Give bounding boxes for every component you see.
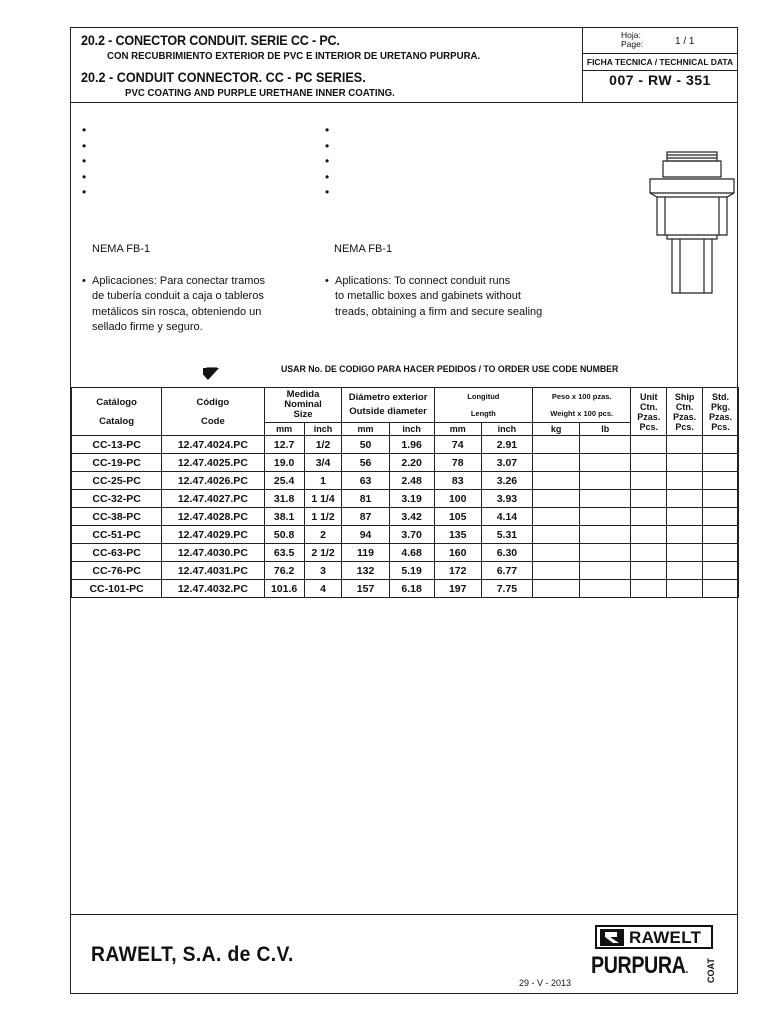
table-cell: [631, 454, 667, 472]
table-cell: 94: [342, 526, 389, 544]
col-length: Longitud Length: [434, 388, 532, 423]
table-cell: [703, 580, 739, 598]
table-cell: 12.47.4031.PC: [162, 562, 264, 580]
table-cell: [580, 454, 631, 472]
app-line: to metallic boxes and gabinets without: [335, 290, 521, 303]
table-cell: [533, 490, 580, 508]
table-cell: 3: [304, 562, 342, 580]
col-code: Código Code: [162, 388, 264, 436]
table-cell: 2.48: [389, 472, 434, 490]
table-cell: 12.47.4025.PC: [162, 454, 264, 472]
unit-mm: mm: [264, 423, 304, 436]
table-cell: [580, 436, 631, 454]
table-cell: 3.42: [389, 508, 434, 526]
col-std-package: Std. Pkg. Pzas. Pcs.: [703, 388, 739, 436]
table-cell: [703, 526, 739, 544]
table-row: [72, 454, 739, 472]
coat-wordmark: COAT: [706, 958, 716, 983]
list-item: •: [82, 154, 87, 169]
table-cell: CC-101-PC: [72, 580, 162, 598]
datasheet-frame: [70, 27, 738, 994]
app-line: de tubería conduit a caja o tableros: [92, 290, 264, 303]
purpura-wordmark: PURPURA.: [591, 952, 688, 979]
list-item: •: [325, 185, 330, 200]
table-cell: [580, 562, 631, 580]
table-cell: [703, 490, 739, 508]
unit-mm: mm: [342, 423, 389, 436]
table-cell: [667, 544, 703, 562]
table-cell: 6.30: [481, 544, 532, 562]
table-cell: 63.5: [264, 544, 304, 562]
table-cell: [580, 472, 631, 490]
table-cell: 2.91: [481, 436, 532, 454]
table-cell: [667, 472, 703, 490]
table-cell: [631, 544, 667, 562]
table-cell: 157: [342, 580, 389, 598]
unit-lb: lb: [580, 423, 631, 436]
nema-spec-es: NEMA FB-1: [92, 243, 151, 255]
table-cell: 12.47.4028.PC: [162, 508, 264, 526]
nema-spec-en: NEMA FB-1: [334, 243, 393, 255]
table-cell: [667, 436, 703, 454]
table-cell: 105: [434, 508, 481, 526]
table-cell: [667, 562, 703, 580]
table-cell: [533, 562, 580, 580]
table-cell: 2: [304, 526, 342, 544]
table-cell: [580, 526, 631, 544]
table-cell: 119: [342, 544, 389, 562]
list-item: •: [82, 185, 87, 200]
table-row: [72, 436, 739, 454]
table-cell: [703, 508, 739, 526]
table-cell: [533, 508, 580, 526]
table-cell: 12.7: [264, 436, 304, 454]
table-cell: 78: [434, 454, 481, 472]
table-cell: [580, 580, 631, 598]
col-weight: Peso x 100 pzas. Weight x 100 pcs.: [533, 388, 631, 423]
table-cell: [533, 544, 580, 562]
page-label: Hoja: Page:: [621, 30, 644, 49]
table-cell: [580, 508, 631, 526]
table-cell: [703, 544, 739, 562]
table-cell: 3.19: [389, 490, 434, 508]
table-cell: 12.47.4027.PC: [162, 490, 264, 508]
app-line: treads, obtaining a firm and secure sealing: [335, 305, 543, 318]
table-cell: 160: [434, 544, 481, 562]
list-item: •: [325, 154, 330, 169]
table-cell: 56: [342, 454, 389, 472]
col-nominal-size: Medida Nominal Size: [264, 388, 342, 423]
table-cell: 87: [342, 508, 389, 526]
unit-inch: inch: [304, 423, 342, 436]
unit-kg: kg: [533, 423, 580, 436]
table-cell: 6.77: [481, 562, 532, 580]
table-row: [72, 508, 739, 526]
table-row: [72, 526, 739, 544]
table-cell: 132: [342, 562, 389, 580]
document-number: 007 - RW - 351: [609, 72, 711, 88]
table-cell: 19.0: [264, 454, 304, 472]
table-cell: 25.4: [264, 472, 304, 490]
rawelt-wordmark: RAWELT: [629, 928, 702, 947]
table-cell: 4.68: [389, 544, 434, 562]
table-cell: 172: [434, 562, 481, 580]
table-cell: [703, 472, 739, 490]
bullet: •: [325, 275, 329, 287]
table-cell: 6.18: [389, 580, 434, 598]
table-cell: CC-13-PC: [72, 436, 162, 454]
table-cell: [631, 508, 667, 526]
table-cell: 7.75: [481, 580, 532, 598]
table-row: [72, 544, 739, 562]
list-item: •: [325, 123, 330, 137]
table-cell: CC-32-PC: [72, 490, 162, 508]
footer-divider: [71, 914, 737, 915]
table-cell: 1: [304, 472, 342, 490]
table-cell: 50: [342, 436, 389, 454]
col-unit-carton: Unit Ctn. Pzas. Pcs.: [631, 388, 667, 436]
table-cell: 38.1: [264, 508, 304, 526]
table-cell: [533, 580, 580, 598]
table-cell: 74: [434, 436, 481, 454]
table-row: [72, 580, 739, 598]
table-cell: [631, 580, 667, 598]
list-item: •: [325, 169, 330, 184]
company-name: RAWELT, S.A. de C.V.: [91, 943, 294, 966]
table-cell: 31.8: [264, 490, 304, 508]
table-cell: 2 1/2: [304, 544, 342, 562]
table-cell: 63: [342, 472, 389, 490]
table-cell: CC-25-PC: [72, 472, 162, 490]
subtitle-spanish: CON RECUBRIMIENTO EXTERIOR DE PVC E INTERIOR DE URETANO PURPURA.: [107, 50, 481, 62]
table-cell: 4.14: [481, 508, 532, 526]
header: [71, 28, 737, 103]
table-cell: [533, 526, 580, 544]
table-cell: [533, 454, 580, 472]
col-catalog: Catálogo Catalog: [72, 388, 162, 436]
table-cell: 81: [342, 490, 389, 508]
table-cell: 76.2: [264, 562, 304, 580]
table-cell: 3.07: [481, 454, 532, 472]
order-note: USAR No. DE CODIGO PARA HACER PEDIDOS / TO ORDER USE CODE NUMBER: [281, 364, 619, 375]
table-row: [72, 490, 739, 508]
table-cell: [667, 490, 703, 508]
page-number: 1 / 1: [675, 36, 695, 47]
table-cell: 5.19: [389, 562, 434, 580]
table-cell: 50.8: [264, 526, 304, 544]
table-cell: 12.47.4024.PC: [162, 436, 264, 454]
table-cell: [667, 508, 703, 526]
col-outside-diameter: Diámetro exterior Outside diameter: [342, 388, 434, 423]
table-cell: 3/4: [304, 454, 342, 472]
table-cell: [533, 436, 580, 454]
app-line: Aplicaciones: Para conectar tramos: [92, 275, 266, 287]
order-note-arrow-icon: [203, 346, 283, 382]
table-row: [72, 562, 739, 580]
table-cell: [631, 562, 667, 580]
table-cell: 1.96: [389, 436, 434, 454]
app-line: sellado firme y seguro.: [92, 321, 203, 334]
table-cell: 1 1/4: [304, 490, 342, 508]
catalog-table: [71, 387, 739, 598]
table-cell: [533, 472, 580, 490]
table-cell: [631, 472, 667, 490]
bullet-list-right: [325, 123, 329, 201]
table-cell: 1 1/2: [304, 508, 342, 526]
rawelt-logo-box: [595, 925, 713, 949]
table-cell: 12.47.4029.PC: [162, 526, 264, 544]
title-spanish: 20.2 - CONECTOR CONDUIT. SERIE CC - PC.: [81, 32, 340, 48]
table-cell: [703, 562, 739, 580]
table-cell: [631, 490, 667, 508]
table-cell: 135: [434, 526, 481, 544]
table-cell: 101.6: [264, 580, 304, 598]
rawelt-mark-icon: [600, 929, 624, 946]
table-cell: [631, 436, 667, 454]
table-cell: 12.47.4032.PC: [162, 580, 264, 598]
table-cell: CC-63-PC: [72, 544, 162, 562]
conduit-connector-illustration: [647, 149, 737, 299]
table-cell: [667, 580, 703, 598]
bullet-list-left: [82, 123, 86, 201]
header-meta: [583, 28, 737, 102]
unit-inch: inch: [389, 423, 434, 436]
table-cell: [580, 544, 631, 562]
table-cell: [667, 454, 703, 472]
table-cell: [703, 436, 739, 454]
unit-inch: inch: [481, 423, 532, 436]
table-cell: CC-76-PC: [72, 562, 162, 580]
table-cell: 197: [434, 580, 481, 598]
table-cell: 3.26: [481, 472, 532, 490]
table-cell: [631, 526, 667, 544]
table-cell: 12.47.4030.PC: [162, 544, 264, 562]
table-cell: 12.47.4026.PC: [162, 472, 264, 490]
table-row: [72, 472, 739, 490]
table-cell: CC-19-PC: [72, 454, 162, 472]
table-cell: CC-51-PC: [72, 526, 162, 544]
unit-mm: mm: [434, 423, 481, 436]
table-cell: [703, 454, 739, 472]
table-cell: 83: [434, 472, 481, 490]
table-cell: 4: [304, 580, 342, 598]
app-line: metálicos sin rosca, obteniendo un: [92, 305, 262, 318]
applications-en: [325, 274, 565, 320]
subtitle-english: PVC COATING AND PURPLE URETHANE INNER COATING.: [125, 87, 395, 99]
title-english: 20.2 - CONDUIT CONNECTOR. CC - PC SERIES.: [81, 69, 366, 85]
table-cell: 5.31: [481, 526, 532, 544]
table-cell: 3.93: [481, 490, 532, 508]
applications-es: [82, 274, 292, 336]
table-cell: CC-38-PC: [72, 508, 162, 526]
table-cell: 2.20: [389, 454, 434, 472]
col-ship-carton: Ship Ctn. Pzas. Pcs.: [667, 388, 703, 436]
rawelt-purpura-logo: [591, 925, 716, 983]
list-item: •: [82, 169, 87, 184]
table-cell: [667, 526, 703, 544]
table-cell: [580, 490, 631, 508]
app-line: Aplications: To connect conduit runs: [335, 275, 511, 287]
table-cell: 3.70: [389, 526, 434, 544]
list-item: •: [82, 123, 87, 137]
table-cell: 100: [434, 490, 481, 508]
list-item: •: [325, 138, 330, 153]
technical-data-label: FICHA TECNICA / TECHNICAL DATA: [583, 53, 737, 71]
table-cell: 1/2: [304, 436, 342, 454]
bullet: •: [82, 275, 86, 287]
issue-date: 29 - V - 2013: [519, 978, 572, 988]
header-titles: [71, 28, 583, 102]
list-item: •: [82, 138, 87, 153]
